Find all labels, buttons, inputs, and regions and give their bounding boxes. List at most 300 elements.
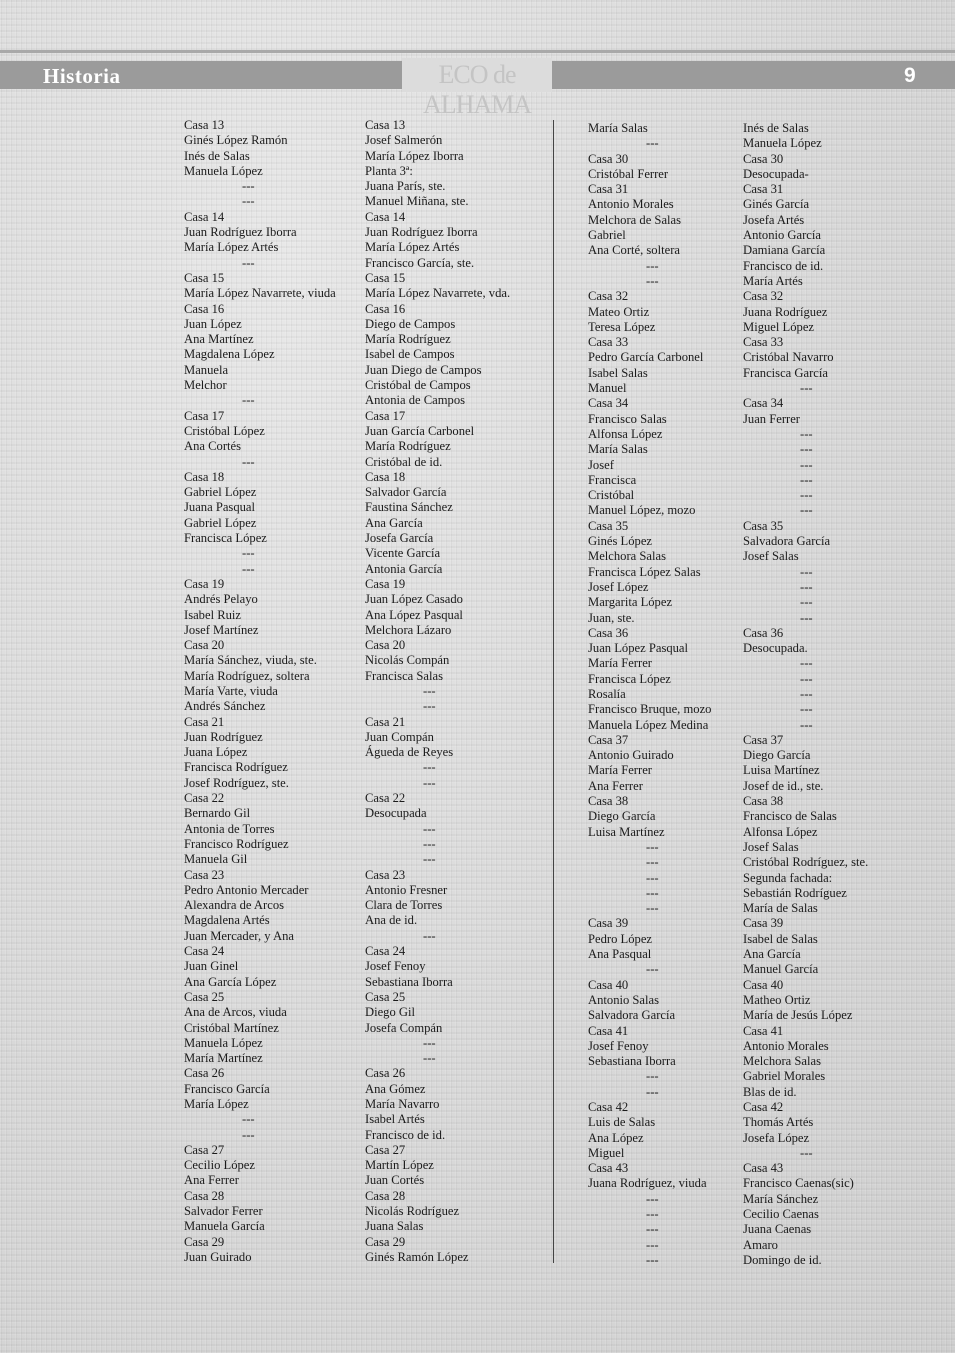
census-entry: Juan López xyxy=(184,316,242,331)
census-entry: Bernardo Gil xyxy=(184,806,251,821)
census-entry: Josefa García xyxy=(365,531,434,546)
census-entry: Casa 27 xyxy=(365,1142,406,1157)
separator-dashes: --- xyxy=(423,1035,436,1050)
census-entry: Manuel López, mozo xyxy=(588,503,696,518)
census-entry: Casa 13 xyxy=(184,118,225,132)
census-entry: Manuela López xyxy=(184,163,263,178)
census-entry: Casa 34 xyxy=(588,396,629,411)
census-entry: Ana García xyxy=(365,515,423,530)
census-entry: Casa 30 xyxy=(588,151,629,166)
census-entry: Juana Salas xyxy=(365,1219,424,1234)
separator-dashes: --- xyxy=(800,1145,813,1160)
census-entry: Faustina Sánchez xyxy=(365,500,453,515)
separator-dashes: --- xyxy=(423,760,436,775)
census-column-2 xyxy=(365,118,510,1265)
separator-dashes: --- xyxy=(423,775,436,790)
census-entry: Casa 26 xyxy=(184,1066,225,1081)
census-entry: Casa 42 xyxy=(588,1100,629,1114)
census-entry: Desocupada xyxy=(365,806,427,821)
census-entry: Ginés López Ramón xyxy=(184,133,288,148)
census-entry: María Ferrer xyxy=(588,763,652,778)
census-entry: Cristóbal Navarro xyxy=(743,350,834,365)
separator-dashes: --- xyxy=(800,579,813,594)
census-entry: Juan, ste. xyxy=(588,610,635,625)
census-entry: Casa 39 xyxy=(588,916,629,931)
census-entry: Casa 29 xyxy=(184,1234,225,1249)
separator-dashes: --- xyxy=(242,454,255,469)
census-entry: Juana Rodríguez xyxy=(743,304,828,319)
separator-dashes: --- xyxy=(800,656,813,671)
census-entry: Juan López Casado xyxy=(365,592,463,607)
census-entry: María Rodríguez xyxy=(365,439,451,454)
separator-dashes: --- xyxy=(800,488,813,503)
census-entry: María López Navarrete, vda. xyxy=(365,286,511,301)
census-entry: Casa 16 xyxy=(365,301,406,316)
census-entry: Francisco Caenas(sic) xyxy=(743,1176,854,1191)
census-entry: María de Jesús López xyxy=(743,1008,853,1023)
separator-dashes: --- xyxy=(423,821,436,836)
census-entry: Andrés Pelayo xyxy=(184,592,258,607)
census-entry: Juan García Carbonel xyxy=(365,423,475,438)
census-entry: María Martínez xyxy=(184,1051,263,1066)
separator-dashes: --- xyxy=(646,273,659,288)
separator-dashes: --- xyxy=(800,503,813,518)
census-entry: Casa 35 xyxy=(588,518,629,533)
census-entry: Sebastián Rodríguez xyxy=(743,885,847,900)
census-entry: Alexandra de Arcos xyxy=(184,898,285,913)
census-entry: Josef Salas xyxy=(743,549,799,564)
census-entry: Francisco de id. xyxy=(365,1127,446,1142)
census-entry: Josef de id., ste. xyxy=(743,778,824,793)
census-entry: Isabel Salas xyxy=(588,365,648,380)
census-entry: Manuela López xyxy=(743,136,822,151)
census-entry: Luisa Martínez xyxy=(588,824,665,839)
separator-dashes: --- xyxy=(423,928,436,943)
separator-dashes: --- xyxy=(423,836,436,851)
census-entry: Ana Gómez xyxy=(365,1081,426,1096)
census-entry: Alfonsa López xyxy=(588,426,663,441)
census-entry: Inés de Salas xyxy=(743,121,809,135)
separator-dashes: --- xyxy=(646,136,659,151)
separator-dashes: --- xyxy=(242,179,255,194)
census-entry: Melchora Salas xyxy=(588,549,666,564)
separator-dashes: --- xyxy=(646,885,659,900)
separator-dashes: --- xyxy=(800,381,813,396)
census-entry: Casa 17 xyxy=(365,408,406,423)
census-entry: Josef Fenoy xyxy=(588,1038,649,1053)
census-entry: Casa 42 xyxy=(743,1100,784,1114)
census-entry: Casa 29 xyxy=(365,1234,406,1249)
separator-dashes: --- xyxy=(242,1127,255,1142)
separator-dashes: --- xyxy=(800,457,813,472)
census-entry: Luisa Martínez xyxy=(743,763,820,778)
census-entry: María López xyxy=(184,1097,249,1111)
separator-dashes: --- xyxy=(423,683,436,698)
separator-dashes: --- xyxy=(646,855,659,870)
census-entry: Casa 31 xyxy=(588,182,629,197)
census-entry: Josef Salas xyxy=(743,839,799,854)
census-entry: Juan Cortés xyxy=(365,1173,425,1188)
census-entry: Casa 19 xyxy=(184,576,225,591)
census-entry: Juan Rodríguez Iborra xyxy=(365,225,478,240)
census-entry: Casa 36 xyxy=(588,625,629,640)
census-entry: Manuel xyxy=(588,381,627,396)
census-entry: Francisco Bruque, mozo xyxy=(588,702,712,717)
census-entry: Josefa Artés xyxy=(743,212,805,227)
census-entry: Casa 33 xyxy=(588,335,629,350)
census-entry: Josef Fenoy xyxy=(365,959,426,974)
census-entry: Manuela García xyxy=(184,1219,265,1234)
census-entry: Ana Ferrer xyxy=(184,1173,239,1188)
separator-dashes: --- xyxy=(800,717,813,732)
census-entry: María Ferrer xyxy=(588,656,652,671)
census-entry: Sebastiana Iborra xyxy=(588,1054,676,1069)
census-entry: Salvador Ferrer xyxy=(184,1204,263,1219)
census-entry: María Sánchez xyxy=(743,1191,819,1206)
census-entry: Miguel xyxy=(588,1145,625,1160)
census-entry: Juan Rodríguez xyxy=(184,729,263,744)
census-entry: Inés de Salas xyxy=(184,148,250,163)
census-entry: Manuela xyxy=(184,362,229,377)
census-entry: Isabel Ruiz xyxy=(184,607,242,622)
census-entry: Casa 26 xyxy=(365,1066,406,1081)
census-entry: Francisca Rodríguez xyxy=(184,760,288,775)
census-entry: María Salas xyxy=(588,442,648,457)
census-entry: Isabel de Campos xyxy=(365,347,455,362)
census-entry: Mateo Ortiz xyxy=(588,304,650,319)
census-entry: Francisco de Salas xyxy=(743,809,837,824)
census-entry: Casa 31 xyxy=(743,182,784,197)
separator-dashes: --- xyxy=(800,686,813,701)
separator-dashes: --- xyxy=(800,610,813,625)
separator-dashes: --- xyxy=(423,852,436,867)
separator-dashes: --- xyxy=(423,1051,436,1066)
census-entry: Ana Martínez xyxy=(184,332,254,347)
census-entry: María López Artés xyxy=(365,240,460,255)
census-entry: Josef Salmerón xyxy=(365,133,443,148)
census-entry: Francisca Salas xyxy=(365,668,443,683)
section-title: Historia xyxy=(43,64,121,88)
census-entry: Ana Corté, soltera xyxy=(588,243,680,258)
census-entry: Juan Guirado xyxy=(184,1249,252,1264)
census-entry: Ana García López xyxy=(184,974,277,989)
census-entry: Josefa Compán xyxy=(365,1020,443,1035)
census-entry: Cristóbal López xyxy=(184,423,265,438)
census-entry: Casa 18 xyxy=(365,469,406,484)
census-entry: Martín López xyxy=(365,1158,434,1173)
census-entry: Manuela López Medina xyxy=(588,717,709,732)
census-entry: Ana Pasqual xyxy=(588,947,652,962)
census-entry: Francisca xyxy=(588,472,637,487)
census-entry: Casa 17 xyxy=(184,408,225,423)
census-entry: Antonio Morales xyxy=(743,1038,829,1053)
census-entry: Francisca López Salas xyxy=(588,564,701,579)
census-entry: Matheo Ortiz xyxy=(743,992,811,1007)
census-entry: Melchora de Salas xyxy=(588,212,682,227)
separator-dashes: --- xyxy=(800,595,813,610)
census-entry: Juana Caenas xyxy=(743,1222,812,1237)
census-entry: Josef Rodríguez, ste. xyxy=(184,775,289,790)
census-entry: Salvadora García xyxy=(743,534,831,549)
census-entry: Pedro García Carbonel xyxy=(588,350,704,365)
census-entry: Planta 3ª: xyxy=(365,163,413,178)
census-entry: María Rodríguez, soltera xyxy=(184,668,310,683)
census-entry: María Varte, viuda xyxy=(184,683,278,698)
separator-dashes: --- xyxy=(646,901,659,916)
separator-dashes: --- xyxy=(800,442,813,457)
census-entry: Antonio Guirado xyxy=(588,748,674,763)
separator-dashes: --- xyxy=(242,255,255,270)
census-column-4 xyxy=(743,121,868,1268)
census-entry: Francisca García xyxy=(743,365,828,380)
census-entry: Casa 13 xyxy=(365,118,406,132)
census-entry: María Rodríguez xyxy=(365,332,451,347)
separator-dashes: --- xyxy=(646,258,659,273)
separator-dashes: --- xyxy=(646,870,659,885)
separator-dashes: --- xyxy=(242,561,255,576)
census-entry: Antonio Morales xyxy=(588,197,674,212)
census-entry: Antonia de Campos xyxy=(365,393,466,408)
census-entry: Juan Rodríguez Iborra xyxy=(184,225,297,240)
separator-dashes: --- xyxy=(423,699,436,714)
census-entry: Juana López xyxy=(184,745,248,760)
census-entry: Casa 20 xyxy=(365,638,406,653)
census-entry: Francisca López xyxy=(588,671,671,686)
census-entry: Cristóbal de id. xyxy=(365,454,443,469)
census-entry: Antonio García xyxy=(743,228,821,243)
census-entry: Melchora Salas xyxy=(743,1054,821,1069)
census-entry: Francisco Salas xyxy=(588,411,667,426)
census-entry: Josef xyxy=(588,457,614,472)
census-entry: Casa 19 xyxy=(365,576,406,591)
separator-dashes: --- xyxy=(646,1222,659,1237)
census-entry: Casa 21 xyxy=(184,714,225,729)
census-entry: Casa 25 xyxy=(365,989,406,1004)
census-entry: Josef Martínez xyxy=(184,622,259,637)
census-entry: Amaro xyxy=(743,1237,778,1252)
page-number: 9 xyxy=(904,64,916,87)
census-entry: Juana París, ste. xyxy=(365,179,446,194)
census-entry: Casa 37 xyxy=(743,732,784,747)
census-entry: Thomás Artés xyxy=(743,1115,814,1130)
census-entry: Casa 32 xyxy=(743,289,784,304)
census-entry: Juan Ferrer xyxy=(743,411,800,426)
separator-dashes: --- xyxy=(646,1207,659,1222)
census-entry: Casa 28 xyxy=(184,1188,225,1203)
census-entry: Melchor xyxy=(184,378,227,393)
census-entry: Casa 28 xyxy=(365,1188,406,1203)
census-entry: Diego Gil xyxy=(365,1005,416,1020)
census-entry: Casa 14 xyxy=(184,209,225,224)
census-entry: Cristóbal xyxy=(588,488,635,503)
separator-dashes: --- xyxy=(646,1237,659,1252)
census-entry: María Sánchez, viuda, ste. xyxy=(184,653,317,668)
census-entry: Casa 34 xyxy=(743,396,784,411)
census-entry: Casa 38 xyxy=(588,794,629,809)
census-entry: Segunda fachada: xyxy=(743,870,833,885)
census-entry: Juana Rodríguez, viuda xyxy=(588,1176,707,1191)
separator-dashes: --- xyxy=(242,546,255,561)
census-entry: Casa 18 xyxy=(184,469,225,484)
separator-dashes: --- xyxy=(646,839,659,854)
census-entry: Manuel Miñana, ste. xyxy=(365,194,469,209)
census-entry: Cristóbal de Campos xyxy=(365,378,471,393)
separator-dashes: --- xyxy=(646,962,659,977)
census-entry: Manuel García xyxy=(743,962,819,977)
census-entry: Alfonsa López xyxy=(743,824,818,839)
census-entry: Casa 16 xyxy=(184,301,225,316)
census-entry: Casa 39 xyxy=(743,916,784,931)
census-entry: María Navarro xyxy=(365,1097,440,1111)
census-entry: Cristóbal Rodríguez, ste. xyxy=(743,855,869,870)
census-entry: Desocupada- xyxy=(743,166,809,181)
census-entry: Francisca López xyxy=(184,531,267,546)
top-rule xyxy=(0,50,955,53)
census-entry: Manuela Gil xyxy=(184,852,248,867)
separator-dashes: --- xyxy=(800,426,813,441)
census-entry: Isabel de Salas xyxy=(743,931,818,946)
census-entry: Antonio Fresner xyxy=(365,882,448,897)
census-entry: Antonio Salas xyxy=(588,992,660,1007)
census-entry: Margarita López xyxy=(588,595,673,610)
census-entry: Casa 14 xyxy=(365,209,406,224)
census-entry: Diego García xyxy=(588,809,656,824)
census-entry: Casa 41 xyxy=(743,1023,784,1038)
census-entry: Rosalía xyxy=(588,686,626,701)
separator-dashes: --- xyxy=(646,1084,659,1099)
census-entry: María López Artés xyxy=(184,240,279,255)
census-entry: Clara de Torres xyxy=(365,898,443,913)
census-entry: Casa 30 xyxy=(743,151,784,166)
census-entry: Gabriel López xyxy=(184,515,257,530)
census-entry: Magdalena Artés xyxy=(184,913,270,928)
census-entry: María López Iborra xyxy=(365,148,464,163)
census-entry: Diego García xyxy=(743,748,811,763)
magazine-logo xyxy=(402,58,552,119)
census-entry: Pedro López xyxy=(588,931,652,946)
census-entry: Casa 32 xyxy=(588,289,629,304)
census-entry: Casa 23 xyxy=(365,867,406,882)
census-entry: Vicente García xyxy=(365,546,441,561)
census-column-3 xyxy=(588,121,711,1268)
separator-dashes: --- xyxy=(242,1112,255,1127)
census-entry: Manuela López xyxy=(184,1035,263,1050)
census-entry: Casa 22 xyxy=(184,791,225,806)
separator-dashes: --- xyxy=(800,702,813,717)
census-entry: Francisco Rodríguez xyxy=(184,836,289,851)
census-entry: Juana Pasqual xyxy=(184,500,255,515)
census-entry: Sebastiana Iborra xyxy=(365,974,453,989)
census-entry: Ana López xyxy=(588,1130,644,1145)
census-entry: Salvadora García xyxy=(588,1008,676,1023)
census-entry: Juan Compán xyxy=(365,729,434,744)
census-entry: Casa 43 xyxy=(588,1161,629,1176)
census-entry: Francisco de id. xyxy=(743,258,824,273)
census-entry: Ana de id. xyxy=(365,913,418,928)
census-entry: Andrés Sánchez xyxy=(184,699,266,714)
census-entry: Águeda de Reyes xyxy=(365,745,454,760)
column-divider xyxy=(553,120,554,1263)
census-entry: Nicolás Compán xyxy=(365,653,450,668)
census-column-1 xyxy=(184,118,336,1265)
census-entry: Casa 43 xyxy=(743,1161,784,1176)
census-entry: Casa 24 xyxy=(365,944,406,959)
separator-dashes: --- xyxy=(242,194,255,209)
census-entry: Francisco García, ste. xyxy=(365,255,475,270)
census-entry: Francisco García xyxy=(184,1081,270,1096)
census-entry: Salvador García xyxy=(365,485,447,500)
census-entry: Juan Ginel xyxy=(184,959,239,974)
census-entry: Blas de id. xyxy=(743,1084,797,1099)
census-entry: Juan Diego de Campos xyxy=(365,362,482,377)
census-entry: Josefa López xyxy=(743,1130,810,1145)
census-entry: Casa 15 xyxy=(365,270,406,285)
census-entry: Casa 40 xyxy=(588,977,629,992)
census-entry: Casa 24 xyxy=(184,944,225,959)
census-entry: Ana Cortés xyxy=(184,439,242,454)
census-entry: Casa 23 xyxy=(184,867,225,882)
census-entry: Casa 27 xyxy=(184,1142,225,1157)
census-entry: Damiana García xyxy=(743,243,826,258)
census-entry: Juan López Pasqual xyxy=(588,641,689,656)
magazine-logo-text: ECO de ALHAMA xyxy=(422,60,532,119)
separator-dashes: --- xyxy=(800,671,813,686)
census-entry: Casa 22 xyxy=(365,791,406,806)
census-entry: Diego de Campos xyxy=(365,316,456,331)
census-entry: Cecilio López xyxy=(184,1158,255,1173)
census-entry: Antonia de Torres xyxy=(184,821,275,836)
census-entry: Ana Ferrer xyxy=(588,778,643,793)
census-entry: María Artés xyxy=(743,273,803,288)
census-entry: María de Salas xyxy=(743,901,818,916)
census-entry: María Salas xyxy=(588,121,648,135)
census-entry: Gabriel xyxy=(588,228,626,243)
census-entry: Casa 38 xyxy=(743,794,784,809)
census-entry: Gabriel Morales xyxy=(743,1069,826,1084)
separator-dashes: --- xyxy=(646,1252,659,1267)
census-entry: Antonia García xyxy=(365,561,443,576)
separator-dashes: --- xyxy=(800,472,813,487)
census-entry: Cecilio Caenas xyxy=(743,1207,819,1222)
census-entry: Cristóbal Martínez xyxy=(184,1020,279,1035)
census-entry: Luis de Salas xyxy=(588,1115,656,1130)
census-entry: Ginés García xyxy=(743,197,810,212)
census-entry: Josef López xyxy=(588,579,649,594)
separator-dashes: --- xyxy=(242,393,255,408)
census-entry: Desocupada. xyxy=(743,641,808,656)
census-entry: Cristóbal Ferrer xyxy=(588,166,669,181)
census-entry: Miguel López xyxy=(743,319,814,334)
separator-dashes: --- xyxy=(646,1069,659,1084)
census-entry: Ana de Arcos, viuda xyxy=(184,1005,287,1020)
census-entry: Casa 15 xyxy=(184,270,225,285)
census-entry: Casa 36 xyxy=(743,625,784,640)
census-entry: Casa 40 xyxy=(743,977,784,992)
census-entry: Casa 35 xyxy=(743,518,784,533)
census-entry: Gabriel López xyxy=(184,485,257,500)
census-entry: Teresa López xyxy=(588,319,656,334)
census-entry: Magdalena López xyxy=(184,347,275,362)
census-entry: Casa 20 xyxy=(184,638,225,653)
census-entry: Pedro Antonio Mercader xyxy=(184,882,309,897)
census-entry: Casa 37 xyxy=(588,732,629,747)
census-entry: Isabel Artés xyxy=(365,1112,425,1127)
separator-dashes: --- xyxy=(646,1191,659,1206)
census-entry: Casa 33 xyxy=(743,335,784,350)
census-entry: Casa 21 xyxy=(365,714,406,729)
census-entry: Ana López Pasqual xyxy=(365,607,463,622)
census-entry: Ana García xyxy=(743,947,801,962)
